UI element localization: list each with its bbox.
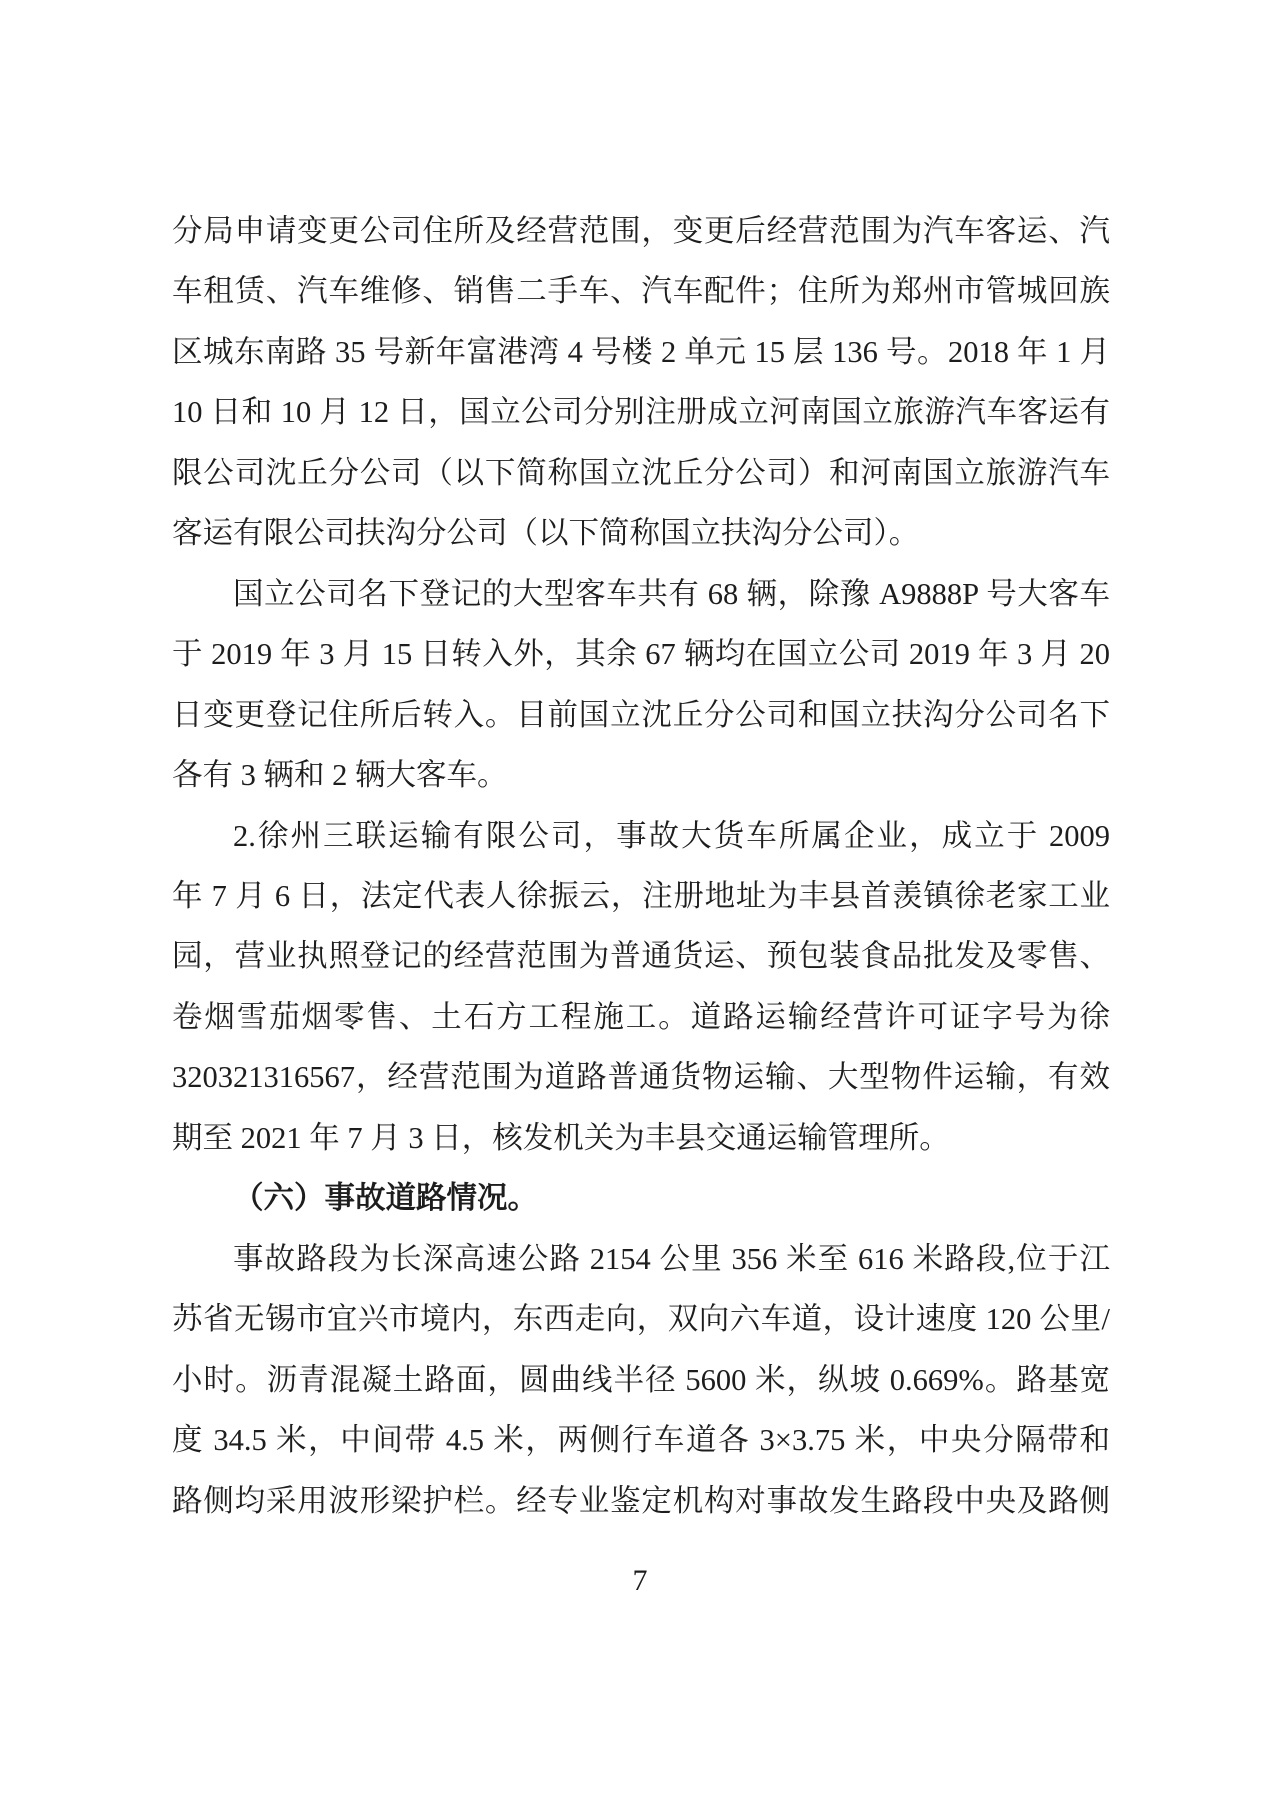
text-line: 车租赁、汽车维修、销售二手车、汽车配件；住所为郑州市管城回族 — [172, 274, 1110, 309]
text-line: 园，营业执照登记的经营范围为普通货运、预包装食品批发及零售、 — [172, 939, 1110, 974]
text-line: 路侧均采用波形梁护栏。经专业鉴定机构对事故发生路段中央及路侧 — [172, 1483, 1110, 1518]
text-line: 于 2019 年 3 月 15 日转入外，其余 67 辆均在国立公司 2019 年 3 月 20 — [172, 637, 1110, 672]
text-line: 日变更登记住所后转入。目前国立沈丘分公司和国立扶沟分公司名下 — [172, 697, 1110, 732]
text-line: 2.徐州三联运输有限公司，事故大货车所属企业，成立于 2009 — [233, 818, 1110, 853]
text-line: 320321316567，经营范围为道路普通货物运输、大型物件运输，有效 — [172, 1060, 1110, 1095]
text-line: 10 日和 10 月 12 日，国立公司分别注册成立河南国立旅游汽车客运有 — [172, 395, 1110, 430]
text-line: 卷烟雪茄烟零售、土石方工程施工。道路运输经营许可证字号为徐 — [172, 999, 1110, 1034]
page-number: 7 — [632, 1564, 648, 1597]
text-line: 年 7 月 6 日，法定代表人徐振云，注册地址为丰县首羡镇徐老家工业 — [172, 878, 1110, 913]
text-line: 国立公司名下登记的大型客车共有 68 辆，除豫 A9888P 号大客车 — [233, 576, 1110, 611]
text-line: 分局申请变更公司住所及经营范围，变更后经营范围为汽车客运、汽 — [172, 214, 1110, 248]
text-line: 苏省无锡市宜兴市境内，东西走向，双向六车道，设计速度 120 公里/ — [172, 1302, 1110, 1337]
document-body — [172, 201, 1110, 1531]
text-line: 限公司沈丘分公司（以下简称国立沈丘分公司）和河南国立旅游汽车 — [172, 455, 1110, 490]
text-line: 事故路段为长深高速公路 2154 公里 356 米至 616 米路段,位于江 — [233, 1241, 1110, 1276]
text-line: 客运有限公司扶沟分公司（以下简称国立扶沟分公司）。 — [172, 516, 920, 551]
text-line: 期至 2021 年 7 月 3 日，核发机关为丰县交通运输管理所。 — [172, 1120, 950, 1155]
text-line: （六）事故道路情况。 — [233, 1181, 538, 1216]
text-line: 度 34.5 米，中间带 4.5 米，两侧行车道各 3×3.75 米，中央分隔带和 — [172, 1423, 1110, 1458]
text-line: 各有 3 辆和 2 辆大客车。 — [172, 758, 508, 793]
text-line: 区城东南路 35 号新年富港湾 4 号楼 2 单元 15 层 136 号。2018 年 1 月 — [172, 334, 1110, 369]
text-line: 小时。沥青混凝土路面，圆曲线半径 5600 米，纵坡 0.669%。路基宽 — [172, 1362, 1110, 1397]
